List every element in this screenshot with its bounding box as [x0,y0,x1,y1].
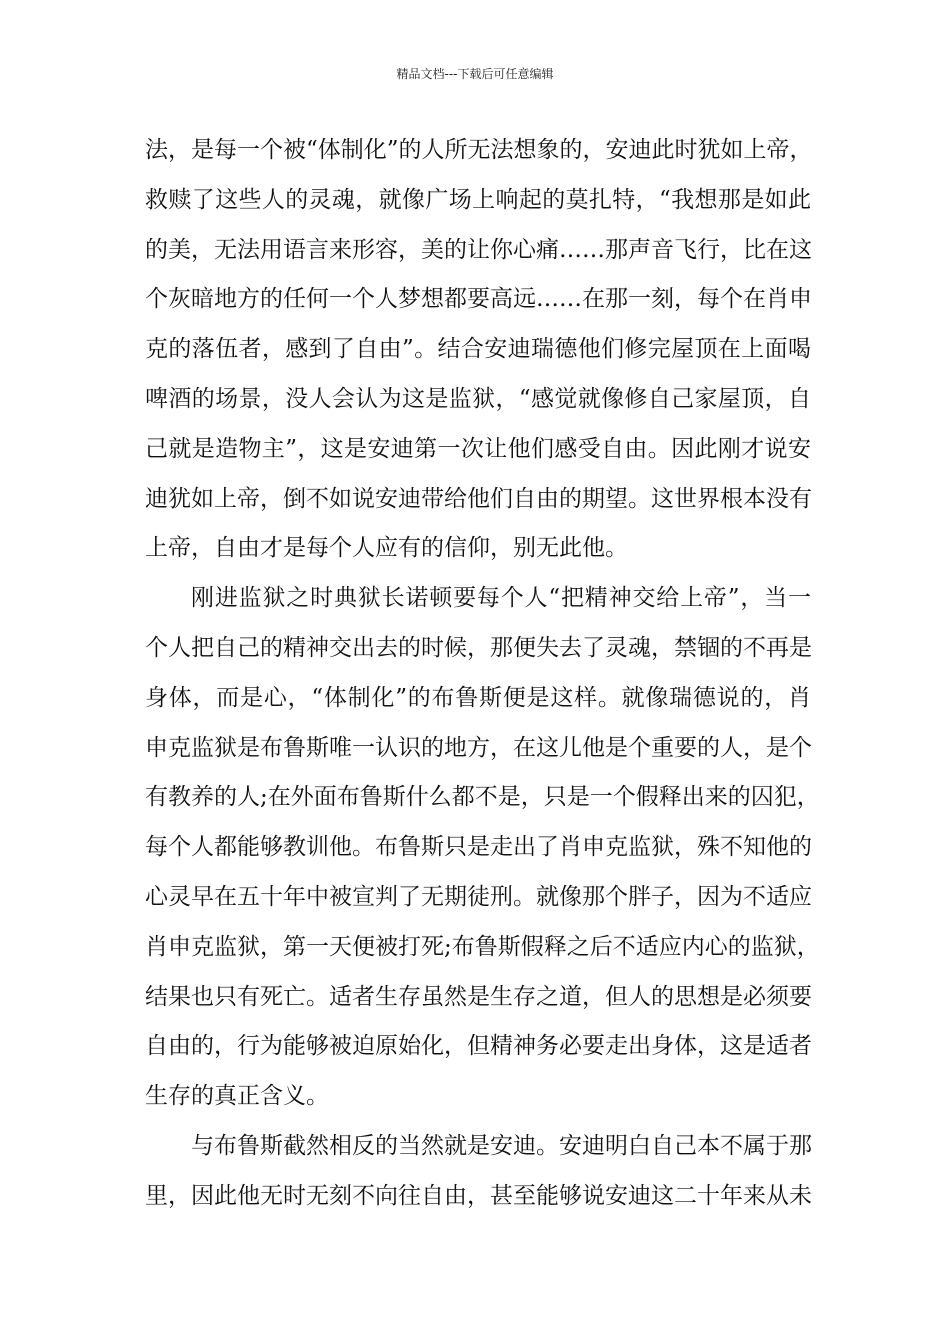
text-line: 啤酒的场景，没人会认为这是监狱，“感觉就像修自己家屋顶，自 [145,385,811,412]
text-line: 申克监狱是布鲁斯唯一认识的地方，在这儿他是个重要的人，是个 [145,734,812,761]
text-line: 与布鲁斯截然相反的当然就是安迪。安迪明白自己本不属于那 [191,1132,812,1159]
text-line: 刚进监狱之时典狱长诺顿要每个人“把精神交给上帝”，当一 [191,585,811,612]
text-line: 结果也只有死亡。适者生存虽然是生存之道，但人的思想是必须要 [145,983,812,1010]
text-line: 克的落伍者，感到了自由”。结合安迪瑞德他们修完屋顶在上面喝 [145,336,811,363]
text-line: 救赎了这些人的灵魂，就像广场上响起的莫扎特，“我想那是如此 [145,186,811,213]
text-line: 有教养的人;在外面布鲁斯什么都不是，只是一个假释出来的囚犯， [145,784,820,811]
text-line: 心灵早在五十年中被宣判了无期徒刑。就像那个胖子，因为不适应 [145,883,812,910]
text-line: 生存的真正含义。 [145,1083,329,1110]
text-line: 肖申克监狱，第一天便被打死;布鲁斯假释之后不适应内心的监狱， [145,933,820,960]
text-line: 自由的，行为能够被迫原始化，但精神务必要走出身体，这是适者 [145,1033,812,1060]
text-line: 法，是每一个被“体制化”的人所无法想象的，安迪此时犹如上帝， [145,137,813,163]
text-line: 里，因此他无时无刻不向往自由，甚至能够说安迪这二十年来从未 [145,1182,812,1209]
document-body [145,126,820,1222]
text-line: 的美，无法用语言来形容，美的让你心痛……那声音飞行，比在这 [145,236,812,263]
text-line: 己就是造物主”，这是安迪第一次让他们感受自由。因此刚才说安 [145,435,811,462]
text-line: 上帝，自由才是每个人应有的信仰，别无此他。 [145,535,628,562]
page-header: 精品文档---下载后可任意编辑 [396,67,554,81]
text-line: 迪犹如上帝，倒不如说安迪带给他们自由的期望。这世界根本没有 [145,485,812,512]
text-line: 个灰暗地方的任何一个人梦想都要高远……在那一刻，每个在肖申 [145,286,812,313]
text-line: 身体，而是心，“体制化”的布鲁斯便是这样。就像瑞德说的，肖 [145,684,811,711]
text-line: 个人把自己的精神交出去的时候，那便失去了灵魂，禁锢的不再是 [145,634,812,661]
text-line: 每个人都能够教训他。布鲁斯只是走出了肖申克监狱，殊不知他的 [145,834,812,861]
